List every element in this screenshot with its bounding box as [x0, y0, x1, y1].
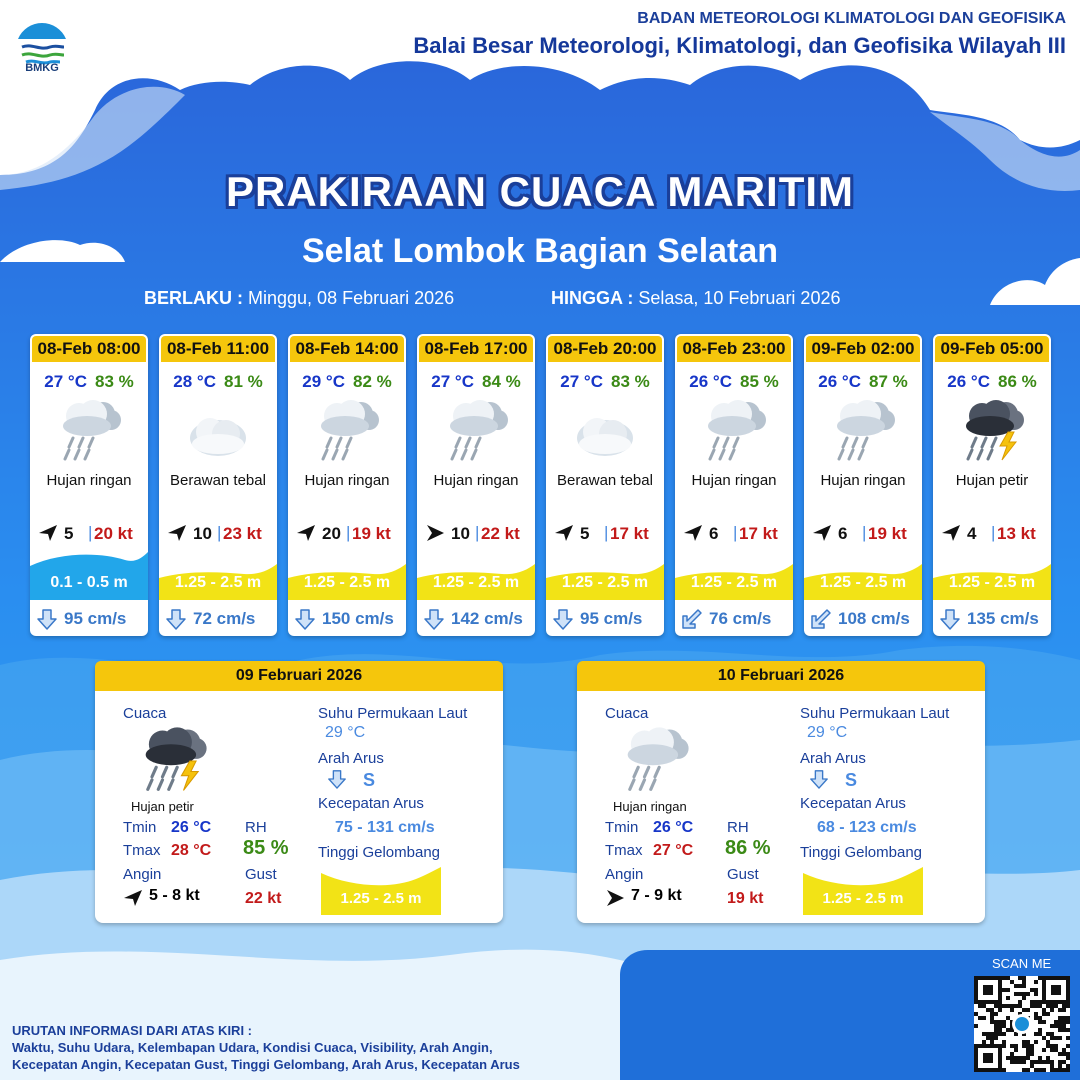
card-humidity: 83 % — [94, 372, 134, 391]
card-gust: 17 kt — [610, 524, 649, 543]
east-arrow-icon — [605, 889, 625, 912]
card-wind-speed: 10 — [193, 524, 212, 543]
card-time: 08-Feb 08:00 — [32, 336, 146, 362]
card-temp-humidity — [675, 372, 793, 392]
rh-label: RH — [245, 819, 267, 836]
wave-label: Tinggi Gelombang — [318, 844, 441, 861]
daily-panel — [95, 661, 503, 923]
card-wind-row — [675, 522, 793, 544]
card-humidity: 86 % — [997, 372, 1037, 391]
gust-value: 22 kt — [245, 890, 282, 907]
sst-value: 29 °C — [325, 724, 366, 741]
weather-label: Cuaca — [605, 705, 649, 722]
card-current-row — [675, 604, 793, 632]
rh-value: 85 % — [243, 837, 289, 859]
validity-to-label: HINGGA : — [551, 288, 634, 308]
card-separator: | — [346, 523, 351, 542]
card-current-speed: 142 cm/s — [451, 609, 523, 628]
forecast-card — [288, 334, 406, 636]
rain-cloud-icon — [694, 398, 774, 466]
card-gust: 19 kt — [868, 524, 907, 543]
current-speed-value: 68 - 123 cm/s — [817, 819, 917, 836]
card-wind-speed: 20 — [322, 524, 341, 543]
daily-panel — [577, 661, 985, 923]
card-humidity: 83 % — [610, 372, 650, 391]
validity-to — [551, 288, 840, 309]
forecast-card — [546, 334, 664, 636]
card-separator: | — [88, 523, 93, 542]
tmax-value: 28 °C — [171, 842, 212, 859]
rh-value: 86 % — [725, 837, 771, 859]
card-separator: | — [604, 523, 609, 542]
down-arrow-icon — [423, 608, 445, 630]
wind-value: 5 - 8 kt — [149, 887, 200, 904]
org-region: Balai Besar Meteorologi, Klimatologi, dan Geofisika Wilayah III — [413, 33, 1066, 58]
card-humidity: 82 % — [352, 372, 392, 391]
current-speed-label: Kecepatan Arus — [800, 795, 906, 812]
tmin-label: Tmin — [123, 819, 157, 836]
qr-code[interactable] — [974, 976, 1070, 1072]
down-arrow-icon — [36, 608, 58, 630]
card-humidity: 84 % — [481, 372, 521, 391]
card-condition: Berawan tebal — [170, 472, 266, 489]
forecast-card — [417, 334, 535, 636]
current-direction-value: S — [363, 770, 376, 790]
card-current-row — [804, 604, 922, 632]
card-current-row — [288, 604, 406, 632]
card-separator: | — [862, 523, 867, 542]
scan-me-label: SCAN ME — [992, 956, 1052, 971]
card-current-speed: 95 cm/s — [580, 609, 643, 628]
tmin-label: Tmin — [605, 819, 639, 836]
validity-from — [144, 288, 454, 309]
down-arrow-icon — [165, 608, 187, 630]
wind-label: Angin — [123, 866, 162, 883]
wave-label: Tinggi Gelombang — [800, 844, 923, 861]
sst-value: 29 °C — [807, 724, 848, 741]
east-arrow-icon — [425, 524, 445, 542]
card-condition: Hujan ringan — [691, 472, 777, 489]
card-temperature: 27 °C — [560, 372, 603, 391]
card-gust: 23 kt — [223, 524, 262, 543]
card-current-speed: 108 cm/s — [838, 609, 910, 628]
card-wave-height: 1.25 - 2.5 m — [174, 574, 262, 591]
thunderstorm-icon — [131, 725, 215, 797]
card-time: 08-Feb 11:00 — [161, 336, 275, 362]
card-temp-humidity — [30, 372, 148, 392]
card-temperature: 27 °C — [431, 372, 474, 391]
northeast-arrow-icon — [554, 524, 574, 542]
card-humidity: 81 % — [223, 372, 263, 391]
thunderstorm-icon — [952, 398, 1032, 466]
card-condition: Hujan ringan — [433, 472, 519, 489]
northeast-arrow-icon — [683, 524, 703, 542]
current-direction-value: S — [845, 770, 858, 790]
forecast-card — [933, 334, 1051, 636]
card-wind-speed: 6 — [838, 524, 848, 543]
card-wind-row — [933, 522, 1051, 544]
rh-label: RH — [727, 819, 749, 836]
card-time: 08-Feb 20:00 — [548, 336, 662, 362]
sst-label: Suhu Permukaan Laut — [318, 705, 468, 722]
card-separator: | — [217, 523, 222, 542]
logo-text: BMKG — [25, 62, 59, 74]
northeast-arrow-icon — [812, 524, 832, 542]
southwest-arrow-icon — [810, 608, 832, 630]
panel-date: 09 Februari 2026 — [95, 661, 503, 691]
card-separator: | — [475, 523, 480, 542]
wave-value: 1.25 - 2.5 m — [340, 890, 422, 907]
tmax-value: 27 °C — [653, 842, 694, 859]
card-wave-height: 1.25 - 2.5 m — [432, 574, 520, 591]
card-current-speed: 72 cm/s — [193, 609, 256, 628]
panel-condition: Hujan petir — [131, 799, 194, 814]
card-time: 09-Feb 02:00 — [806, 336, 920, 362]
wind-label: Angin — [605, 866, 644, 883]
card-wave-height: 1.25 - 2.5 m — [948, 574, 1036, 591]
card-current-speed: 76 cm/s — [709, 609, 772, 628]
gust-value: 19 kt — [727, 890, 764, 907]
panel-date: 10 Februari 2026 — [577, 661, 985, 691]
card-separator: | — [991, 523, 996, 542]
card-wave-height: 1.25 - 2.5 m — [819, 574, 907, 591]
card-time: 09-Feb 05:00 — [935, 336, 1049, 362]
card-current-row — [933, 604, 1051, 632]
northeast-arrow-icon — [123, 889, 143, 912]
card-temperature: 29 °C — [302, 372, 345, 391]
card-temperature: 26 °C — [818, 372, 861, 391]
panel-condition: Hujan ringan — [613, 799, 687, 814]
card-current-row — [546, 604, 664, 632]
cloud-icon — [178, 398, 258, 466]
card-temp-humidity — [933, 372, 1051, 392]
card-temp-humidity — [288, 372, 406, 392]
down-arrow-icon — [294, 608, 316, 630]
wave-value: 1.25 - 2.5 m — [822, 890, 904, 907]
card-condition: Hujan ringan — [46, 472, 132, 489]
northeast-arrow-icon — [167, 524, 187, 542]
down-arrow-icon — [809, 769, 829, 794]
rain-cloud-icon — [613, 725, 697, 797]
rain-cloud-icon — [436, 398, 516, 466]
card-current-speed: 95 cm/s — [64, 609, 127, 628]
card-current-row — [30, 604, 148, 632]
page-title: PRAKIRAAN CUACA MARITIM — [225, 168, 855, 215]
card-time: 08-Feb 17:00 — [419, 336, 533, 362]
tmax-label: Tmax — [123, 842, 161, 859]
card-temperature: 28 °C — [173, 372, 216, 391]
card-wave-height: 0.1 - 0.5 m — [50, 574, 128, 591]
footer-line2: Kecepatan Angin, Kecepatan Gust, Tinggi Gelombang, Arah Arus, Kecepatan Arus — [12, 1057, 520, 1072]
card-gust: 22 kt — [481, 524, 520, 543]
card-condition: Hujan ringan — [820, 472, 906, 489]
card-wave-height: 1.25 - 2.5 m — [561, 574, 649, 591]
card-wind-speed: 5 — [64, 524, 74, 543]
card-current-speed: 150 cm/s — [322, 609, 394, 628]
card-wind-speed: 4 — [967, 524, 977, 543]
northeast-arrow-icon — [38, 524, 58, 542]
current-direction-label: Arah Arus — [318, 750, 384, 767]
footer-legend — [12, 1022, 520, 1073]
card-wind-speed: 10 — [451, 524, 470, 543]
card-temp-humidity — [546, 372, 664, 392]
card-wind-row — [546, 522, 664, 544]
current-speed-value: 75 - 131 cm/s — [335, 819, 435, 836]
rain-cloud-icon — [49, 398, 129, 466]
rain-cloud-icon — [823, 398, 903, 466]
gust-label: Gust — [245, 866, 277, 883]
northeast-arrow-icon — [296, 524, 316, 542]
card-current-speed: 135 cm/s — [967, 609, 1039, 628]
down-arrow-icon — [939, 608, 961, 630]
card-temperature: 26 °C — [947, 372, 990, 391]
page-subtitle: Selat Lombok Bagian Selatan — [301, 232, 779, 270]
card-wave-height: 1.25 - 2.5 m — [690, 574, 778, 591]
sst-label: Suhu Permukaan Laut — [800, 705, 950, 722]
card-humidity: 85 % — [739, 372, 779, 391]
southwest-arrow-icon — [681, 608, 703, 630]
card-wave-height: 1.25 - 2.5 m — [303, 574, 391, 591]
current-direction-label: Arah Arus — [800, 750, 866, 767]
card-temp-humidity — [804, 372, 922, 392]
footer-line1: Waktu, Suhu Udara, Kelembapan Udara, Kondisi Cuaca, Visibility, Arah Angin, — [12, 1040, 493, 1055]
card-current-row — [417, 604, 535, 632]
validity-from-value: Minggu, 08 Februari 2026 — [248, 288, 455, 308]
cloud-icon — [565, 398, 645, 466]
card-humidity: 87 % — [868, 372, 908, 391]
card-wind-speed: 5 — [580, 524, 590, 543]
card-temperature: 27 °C — [44, 372, 87, 391]
card-gust: 20 kt — [94, 524, 133, 543]
card-gust: 19 kt — [352, 524, 391, 543]
card-time: 08-Feb 23:00 — [677, 336, 791, 362]
tmin-value: 26 °C — [653, 819, 694, 836]
card-gust: 13 kt — [997, 524, 1036, 543]
weather-label: Cuaca — [123, 705, 167, 722]
card-wind-row — [417, 522, 535, 544]
card-temp-humidity — [417, 372, 535, 392]
forecast-card — [30, 334, 148, 636]
down-arrow-icon — [552, 608, 574, 630]
rain-cloud-icon — [307, 398, 387, 466]
card-temp-humidity — [159, 372, 277, 392]
card-temperature: 26 °C — [689, 372, 732, 391]
footer-heading: URUTAN INFORMASI DARI ATAS KIRI : — [12, 1023, 252, 1038]
validity-to-value: Selasa, 10 Februari 2026 — [638, 288, 841, 308]
org-name: BADAN METEOROLOGI KLIMATOLOGI DAN GEOFISIKA — [637, 10, 1066, 27]
card-wind-speed: 6 — [709, 524, 719, 543]
card-condition: Hujan petir — [955, 472, 1029, 489]
tmin-value: 26 °C — [171, 819, 212, 836]
current-speed-label: Kecepatan Arus — [318, 795, 424, 812]
wind-value: 7 - 9 kt — [631, 887, 682, 904]
card-wind-row — [288, 522, 406, 544]
northeast-arrow-icon — [941, 524, 961, 542]
gust-label: Gust — [727, 866, 759, 883]
card-current-row — [159, 604, 277, 632]
tmax-label: Tmax — [605, 842, 643, 859]
card-condition: Hujan ringan — [304, 472, 390, 489]
forecast-card — [675, 334, 793, 636]
card-wind-row — [804, 522, 922, 544]
card-separator: | — [733, 523, 738, 542]
card-condition: Berawan tebal — [557, 472, 653, 489]
card-gust: 17 kt — [739, 524, 778, 543]
card-wind-row — [159, 522, 277, 544]
validity-from-label: BERLAKU : — [144, 288, 243, 308]
card-wind-row — [30, 522, 148, 544]
down-arrow-icon — [327, 769, 347, 794]
card-time: 08-Feb 14:00 — [290, 336, 404, 362]
forecast-card — [159, 334, 277, 636]
forecast-card — [804, 334, 922, 636]
